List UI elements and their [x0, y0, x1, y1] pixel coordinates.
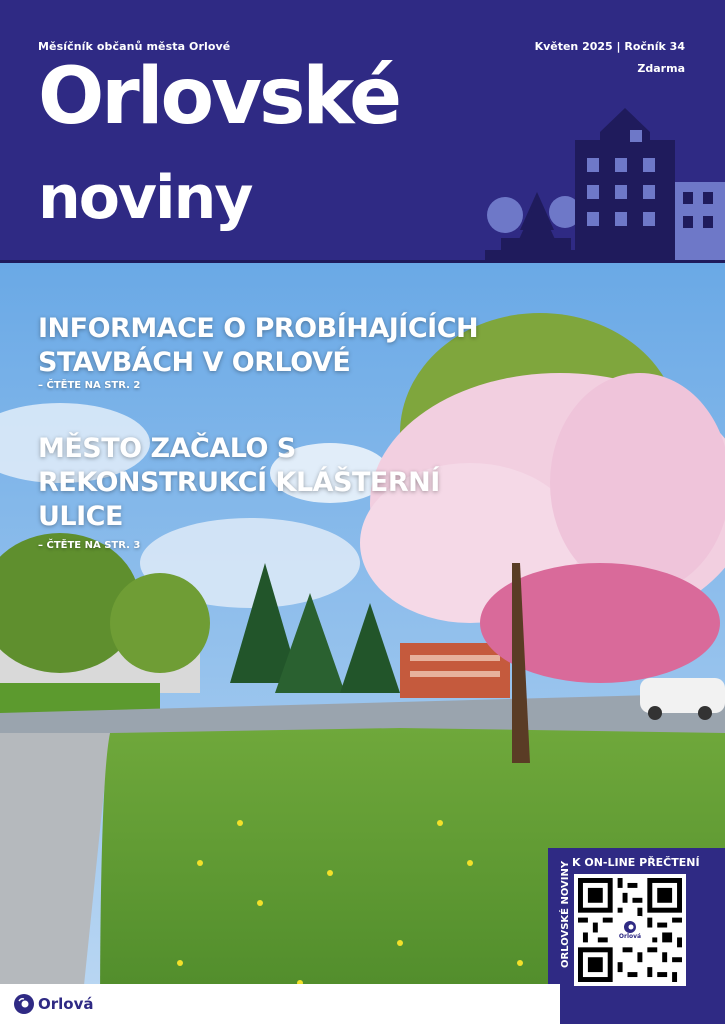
orlova-logo-icon — [14, 994, 34, 1014]
qr-logo-text: Orlová — [618, 932, 642, 940]
masthead-title-line1: Orlovské — [38, 52, 400, 142]
qr-code[interactable] — [574, 874, 686, 986]
masthead-title-line2: noviny — [38, 163, 252, 233]
masthead — [0, 0, 725, 262]
headline-construction[interactable]: INFORMACE O PROBÍHAJÍCÍCH STAVBÁCH V ORLOVÉ — [38, 313, 479, 378]
qr-logo — [616, 916, 644, 944]
headline-construction-page-ref: – ČTĚTE NA STR. 2 — [38, 380, 141, 391]
orlova-emblem-icon — [624, 921, 636, 933]
headline-reconstruction-page-ref: – ČTĚTE NA STR. 3 — [38, 540, 141, 551]
qr-panel — [548, 848, 725, 1024]
issue-info: Květen 2025 | Ročník 34 — [534, 40, 685, 53]
footer-brand: Orlová — [38, 995, 94, 1013]
price-label: Zdarma — [637, 62, 685, 75]
footer-logo[interactable] — [14, 994, 94, 1014]
qr-side-label: ORLOVSKÉ NOVINY — [560, 860, 571, 968]
headline-reconstruction[interactable]: MĚSTO ZAČALO S REKONSTRUKCÍ KLÁŠTERNÍ ULICE — [38, 433, 440, 532]
skyline-illustration — [485, 100, 725, 262]
qr-title: K ON-LINE PŘEČTENÍ — [572, 856, 700, 869]
masthead-tagline: Měsíčník občanů města Orlové — [38, 40, 231, 53]
